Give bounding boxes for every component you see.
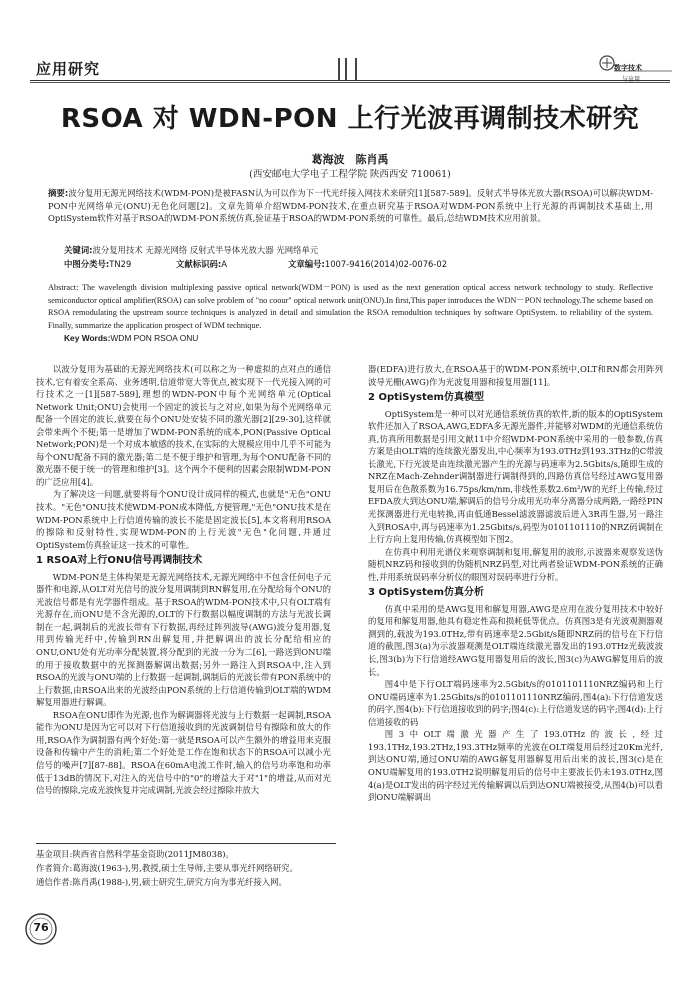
affiliation: (西安邮电大学电子工程学院 陕西西安 710061) (249, 169, 451, 180)
header-divider (338, 58, 340, 80)
section-label: 应用研究 (36, 61, 101, 78)
paragraph: 图3中OLT端激光器产生了193.0THz的波长,经过193.1THz,193.2THz,193.3THz频率的光波在OLT端复用后经过20Km光纤,到达ONU端,通过ONU端的AWG解复用器解复用后出来的波长,图3(c)是在ONU端解复用的193.0TH2说明解复用后的信号中主要波长仍未193.0THz,图4(a)是OLT发出的码字经过光传输解调以后到达ONU端被接受,从图4(b)可以看到ONU端解调出 (368, 729, 663, 803)
abstract-en (48, 282, 653, 332)
keywords-en (64, 333, 198, 343)
paragraph: 在仿真中利用光谱仪来观察调制和复用,解复用的波形,示波器来观察发送伪随机NRZ码和接收到的伪随机NRZ码型,对比两者验证WDM-PON系统的正确性,并用系统误码率分析仪的眼图对误码率进行分析。 (368, 546, 663, 582)
footnote-rule (36, 843, 336, 844)
keywords-text: 波分复用技术 无源光网络 反射式半导体光放大器 光网络单元 (92, 245, 319, 255)
right-column (368, 363, 663, 804)
abstract-label: 摘要: (48, 188, 69, 198)
section-heading: 2 OptiSystem仿真模型 (368, 392, 484, 404)
paragraph: 以波分复用为基础的无源光网络技术(可以称之为一种虚拟的点对点的通信技术,它有着安全系高、业务透明,信道带宽大等优点,被实现下一代光接入网的可行技术之一[1][587-589],理想的WDN-PON中每个光网络单元(Optical Network Unit;ONU)会使用一个固定的波长与之对应,如果为每个光网络单元配备一个固定的波长,就要在每个ONU处安装不同的激光器[2][29-30],这样就会带来两个不便;第一是增加了WDM-PON系统的成本,PON(Passive Optical Network;PON)是一个对成本敏感的技术,在实际的大规模应用中几乎不可能为每个ONU配备不同的激光器;第二是不便于维护和管理,为每个ONU配备不同的激光器不便于统一的管理和维护[3]。这个两个不便利的因素会限制WDM-PON的广泛应用[4]。 (36, 364, 331, 487)
document-code: 文献标识码:A (176, 259, 227, 269)
header-divider (345, 58, 347, 80)
author-note: 作者简介:葛海波(1963-),男,教授,硕士生导师,主要从事光纤网络研究。 (36, 862, 298, 873)
keywords-en-text: WDM PON RSOA ONU (110, 333, 199, 343)
paragraph: RSOA在ONU即作为光源,也作为解调器将光波与上行数据一起调制,RSOA能作为ONU是因为它可以对下行信道接收到的光波调制信号有擦除和放大的作用,RSOA作为调制器有两个好处:第一就是RSOA可以产生额外的增益用来克服设备和传输中产生的消耗;第二个好处是工作在饱和状态下的RSOA可以减小光信号的噪声[7][87-88]。RSOA在60mA电流工作时,输入的信号功率饱和功率低于13dB的情况下,对注入的光信号中的"0"的增益大于对"1"的增益,从而对光信号的擦除,完成光波恢复并完成调制,光波会经过擦除并放大 (36, 709, 331, 796)
keywords-label: 关键词: (64, 245, 93, 255)
authors: 葛海波 陈肖禹 (311, 153, 389, 166)
corresponding-note: 通信作者:陈肖禹(1988-),男,硕士研究生,研究方向为事光纤接入网。 (36, 876, 287, 887)
abstract-text: 波分复用无源光网络技术(WDM-PON)是被FASN认为可以作为下一代光纤接入网技术来研究[1][587-589]。反射式半导体光放大器(RSOA)可以解决WDM-PON中光网络单元(ONU)无色化问题[2]。文章先简单介绍WDM-PON技术,在重点研究基于RSOA对WDM-PON系统中上行光源的再调制技术基础上,用OptiSystem软件对基于RSOA的WDM-PON系统仿真,验证基于RSOA的WDM-PON系统的可靠性。最后,总结WDM技术应用前景。 (48, 188, 653, 224)
header-rule (30, 80, 670, 81)
header-divider (355, 58, 357, 80)
section-heading: 3 OptiSystem仿真分析 (368, 587, 484, 599)
paragraph: OptiSystem是一种可以对光通信系统仿真的软件,新的版本的OptiSystem软件还加入了RSOA,AWG,EDFA多无源光器件,并能够对WDM的光通信系统仿真,仿真所用数据是引用文献11中介绍WDM-PON系统中采用的一般参数,仿真方案是由OLT端的连续激光器发出,中心频率为193.0THz到193.3THz的C带波长激光,下行光波是由连续激光器产生的光源与码速率为2.5Gbits/s,随即生成的NRZ在Mach-Zehnder调制器进行调制得到的,四路仿真信号经过AWG复用器复用后在色散系数为16.75ps/km/nm,非线性系数2.6m²/W的光纤上传输,经过EFDA放大到达ONU端,解调后的信号分成用光功率分离器分成两路,一路经PIN光探测器进行光电转换,再由低通Bessel滤波器滤波后进入3R再生器,另一路注入到ROSA中,再与码速率为1.25Gbits/s,码型为0101101110的NRZ码调制在上行方向上复用传输,仿真模型如下图2。 (368, 408, 663, 545)
section-heading: 1 RSOA对上行ONU信号再调制技术 (36, 555, 203, 567)
paragraph: 仿真中采用的是AWG复用和解复用器,AWG是应用在波分复用技术中较好的复用和解复用器,他具有稳定性高和损耗低等优点。仿真图3是有光波观测器观测到的,载波为193.0THz,带有码速率是2.5Gbit/s随即NRZ码的信号在下行信道的截图,图3(a)为示波器观测是OLT端连续激光器发出的193.0THz光载波波长,图3(b)为下行信道经AWG复用器复用后的波长,图3(c)为AWG解复用后的波长。 (368, 603, 663, 677)
keywords-en-label: Key Words: (64, 333, 111, 343)
page-number: 76 (33, 921, 49, 934)
article-title: RSOA 对 WDN-PON 上行光波再调制技术研究 (60, 104, 640, 134)
abstract-en-label: Abstract: (48, 283, 79, 292)
fund-note: 基金项目:陕西省自然科学基金资助(2011JM8038)。 (36, 849, 234, 859)
footnotes (36, 848, 298, 889)
left-column (36, 363, 331, 797)
paragraph: 器(EDFA)进行放大,在RSOA基于的WDM-PON系统中,OLT和RN都会用阵列波导光栅(AWG)作为光波复用器和接复用器[11]。 (368, 364, 663, 387)
logo-text: 数字技术 (614, 64, 642, 72)
paragraph: WDM-PON是主体构架是无源光网络技术,无源光网络中不包含任何电子元器件和电源,从OLT对光信号的波分复用调制到RN解复用,在分配给每个ONU的光波信号都是有光学器件组成。基于RSOA的WDM-PON技术中,只有OLT端有光源存在,而ONU是不含光源的,OLT的下行数据以幅度调制的方法与光波长调制在一起,调制后的光波长带有下行数据,再经过阵列波导(AWG)波分复用器,复用到传输光纤中,传输到RN出解复用,并把解调出的波长分配给相应的ONU,ONU处有光功率分配装置,将分配到的光波一分为二[6],一路送到ONU端的用于接收数据中的光探测器解调出数据;另外一路注入到RSOA中,注入到RSOA的光波与ONU端的上行数据一起调制,调制后的光波长带有PON系统中的上行数据,由RSOA出来的光波经由PON系统的上行信道传输到OLT端的WDM解复用器进行解调。 (36, 571, 331, 708)
header-rule (30, 82, 670, 83)
keywords-cn (64, 244, 318, 256)
abstract-en-text: The wavelength division multiplexing passive optical network(WDM－PON) is used as the next generation optical access network technology to study. Reflective semiconductor optical amplifier(RSOA) can solve problem of "no coour" optical network unit(ONU).In first,This paper introduces the WDN－PON technology.The scheme based on RSOA remodulating the upstream source techniques is analyzed in detail and simulation the RSOA remodultion techniques by software OptiSystem. to reliability of the system. Finally, summarize the application prospect of WDM technique. (48, 283, 653, 330)
article-number: 文章编号:1007-9416(2014)02-0076-02 (288, 259, 448, 269)
paragraph: 图4中是下行OLT端码速率为2.5Gbit/s的0101101110NRZ编码和上行ONU端码速率为1.25Gbits/s的0101101110NRZ编码,图4(a):下行信道发送的码字,图4(b):下行信道接收到的码字;图4(c):上行信道发送的码字;图4(d):上行信道接收的码 (368, 679, 663, 727)
paragraph: 为了解决这一问题,就要将每个ONU设计成同样的模式,也就是"无色"ONU技术。"无色"ONU技术使WDM-PON成本降低,方便管理,"无色"ONU技术是在WDM-PON系统中上行信道传输的波长不能是固定波长[5],本文将利用RSOA的擦除和反射特性,实现WDM-PON的上行光波"无色"化问题,并通过OptiSystem仿真验证这一技术的可靠性。 (36, 489, 331, 550)
abstract-cn (48, 187, 653, 225)
logo-text: 与应用 (622, 76, 641, 83)
clc-number: 中图分类号:TN29 (64, 259, 132, 269)
